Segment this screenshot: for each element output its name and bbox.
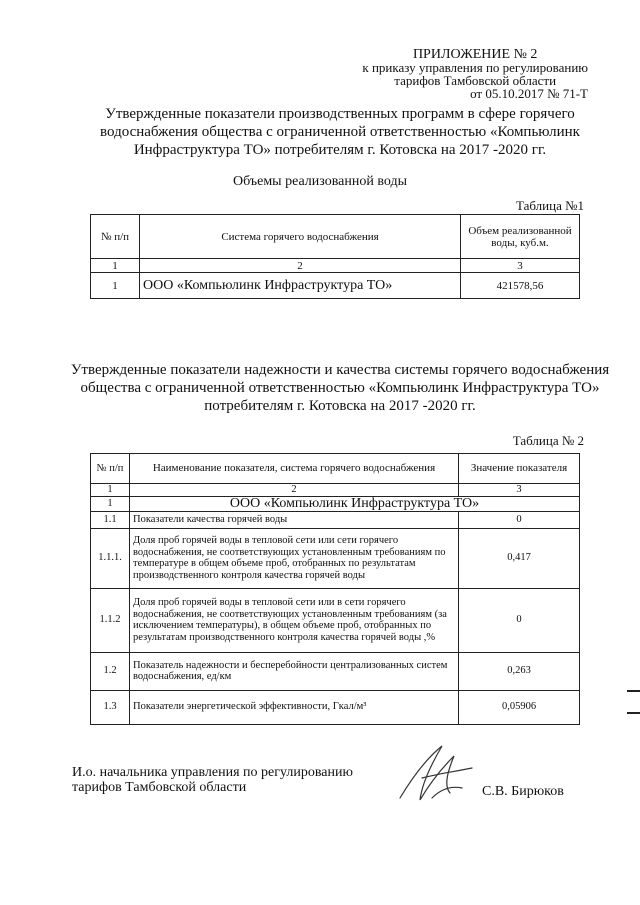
section-subtitle-volumes: Объемы реализованной воды — [232, 174, 407, 189]
table-header-row — [91, 215, 580, 259]
row-number: 1.2 — [91, 652, 130, 690]
row-value: 0,05906 — [459, 690, 580, 724]
row-indicator: Показатели качества горячей воды — [130, 511, 459, 528]
table-header-row — [91, 454, 580, 484]
appendix-authority: тарифов Тамбовской области — [394, 73, 557, 88]
row-number: 1.3 — [91, 690, 130, 724]
volumes-table — [90, 214, 580, 299]
signatory-position — [72, 765, 353, 795]
org-row — [91, 496, 580, 511]
table2-label: Таблица № 2 — [512, 433, 584, 448]
row-value: 0,263 — [459, 652, 580, 690]
row-indicator: Показатели энергетической эффективности, Гкал/м³ — [130, 690, 459, 724]
appendix-header — [362, 48, 588, 100]
row-number: 1.1.1. — [91, 528, 130, 588]
col-header-indicator: Наименование показателя, система горячего водоснабжения — [130, 454, 459, 484]
col-num-1: 1 — [91, 484, 130, 497]
table-row — [91, 588, 580, 652]
appendix-order-ref: к приказу управления по регулированию — [362, 60, 588, 75]
table1-label: Таблица №1 — [515, 198, 584, 213]
col-header-value: Значение показателя — [459, 454, 580, 484]
row-system-name: ООО «Компьюлинк Инфраструктура ТО» — [140, 273, 461, 299]
table-row — [91, 690, 580, 724]
row-indicator: Показатель надежности и бесперебойности централизованных систем водоснабжения, ед/км — [130, 652, 459, 690]
table-row — [91, 528, 580, 588]
row-number: 1.1 — [91, 511, 130, 528]
scan-mark — [627, 690, 640, 692]
row-volume-value: 421578,56 — [461, 273, 580, 299]
row-value: 0 — [459, 588, 580, 652]
section-title-production: Утвержденные показатели производственных программ в сфере горячего водоснабжения обществa с ограниченной ответственностью «Компьюлинк Инфраструктура ТО» потребителям г. Котовска на 2017 -2020 гг. — [100, 106, 580, 158]
row-indicator: Доля проб горячей воды в тепловой сети или в сети горячего водоснабжения, не соответствующих установленным требованиям (за исключением температуры), в общем объеме проб, отобранных по результатам производственного контроля качества горячей воды ,% — [130, 588, 459, 652]
org-row-name: ООО «Компьюлинк Инфраструктура ТО» — [130, 496, 580, 511]
row-value: 0,417 — [459, 528, 580, 588]
col-num-3: 3 — [461, 259, 580, 273]
appendix-date: от 05.10.2017 № 71-Т — [470, 86, 588, 101]
table-number-row — [91, 259, 580, 273]
row-value: 0 — [459, 511, 580, 528]
row-number: 1 — [91, 273, 140, 299]
col-num-3: 3 — [459, 484, 580, 497]
scan-mark — [627, 712, 640, 714]
col-num-2: 2 — [140, 259, 461, 273]
col-header-volume: Объем реализованной воды, куб.м. — [461, 215, 580, 259]
col-num-2: 2 — [130, 484, 459, 497]
col-header-system: Система горячего водоснабжения — [140, 215, 461, 259]
section-title-reliability: Утвержденные показатели надежности и качества системы горячего водоснабжения общества с ограниченной ответственностью «Компьюлинк Инфраструктура ТО» потребителям г. Котовска на 2017 -2020 гг. — [70, 362, 610, 414]
table-row — [91, 652, 580, 690]
signatory-name: С.В. Бирюков — [482, 784, 564, 799]
handwritten-signature — [392, 738, 482, 808]
org-row-number: 1 — [91, 496, 130, 511]
col-header-number: № п/п — [91, 215, 140, 259]
signatory-position-line2: тарифов Тамбовской области — [72, 780, 247, 795]
col-header-number: № п/п — [91, 454, 130, 484]
table-row — [91, 273, 580, 299]
table-row — [91, 511, 580, 528]
col-num-1: 1 — [91, 259, 140, 273]
appendix-title: ПРИЛОЖЕНИЕ № 2 — [412, 47, 538, 62]
table-number-row — [91, 484, 580, 497]
row-number: 1.1.2 — [91, 588, 130, 652]
row-indicator: Доля проб горячей воды в тепловой сети или сети горячего водоснабжения, не соответствующих установленным требованиям по температуре в общем объеме проб, отобранных по результатам производственного контроля качества горячей воды — [130, 528, 459, 588]
signatory-position-line1: И.о. начальника управления по регулированию — [72, 765, 353, 780]
reliability-table — [90, 453, 580, 725]
